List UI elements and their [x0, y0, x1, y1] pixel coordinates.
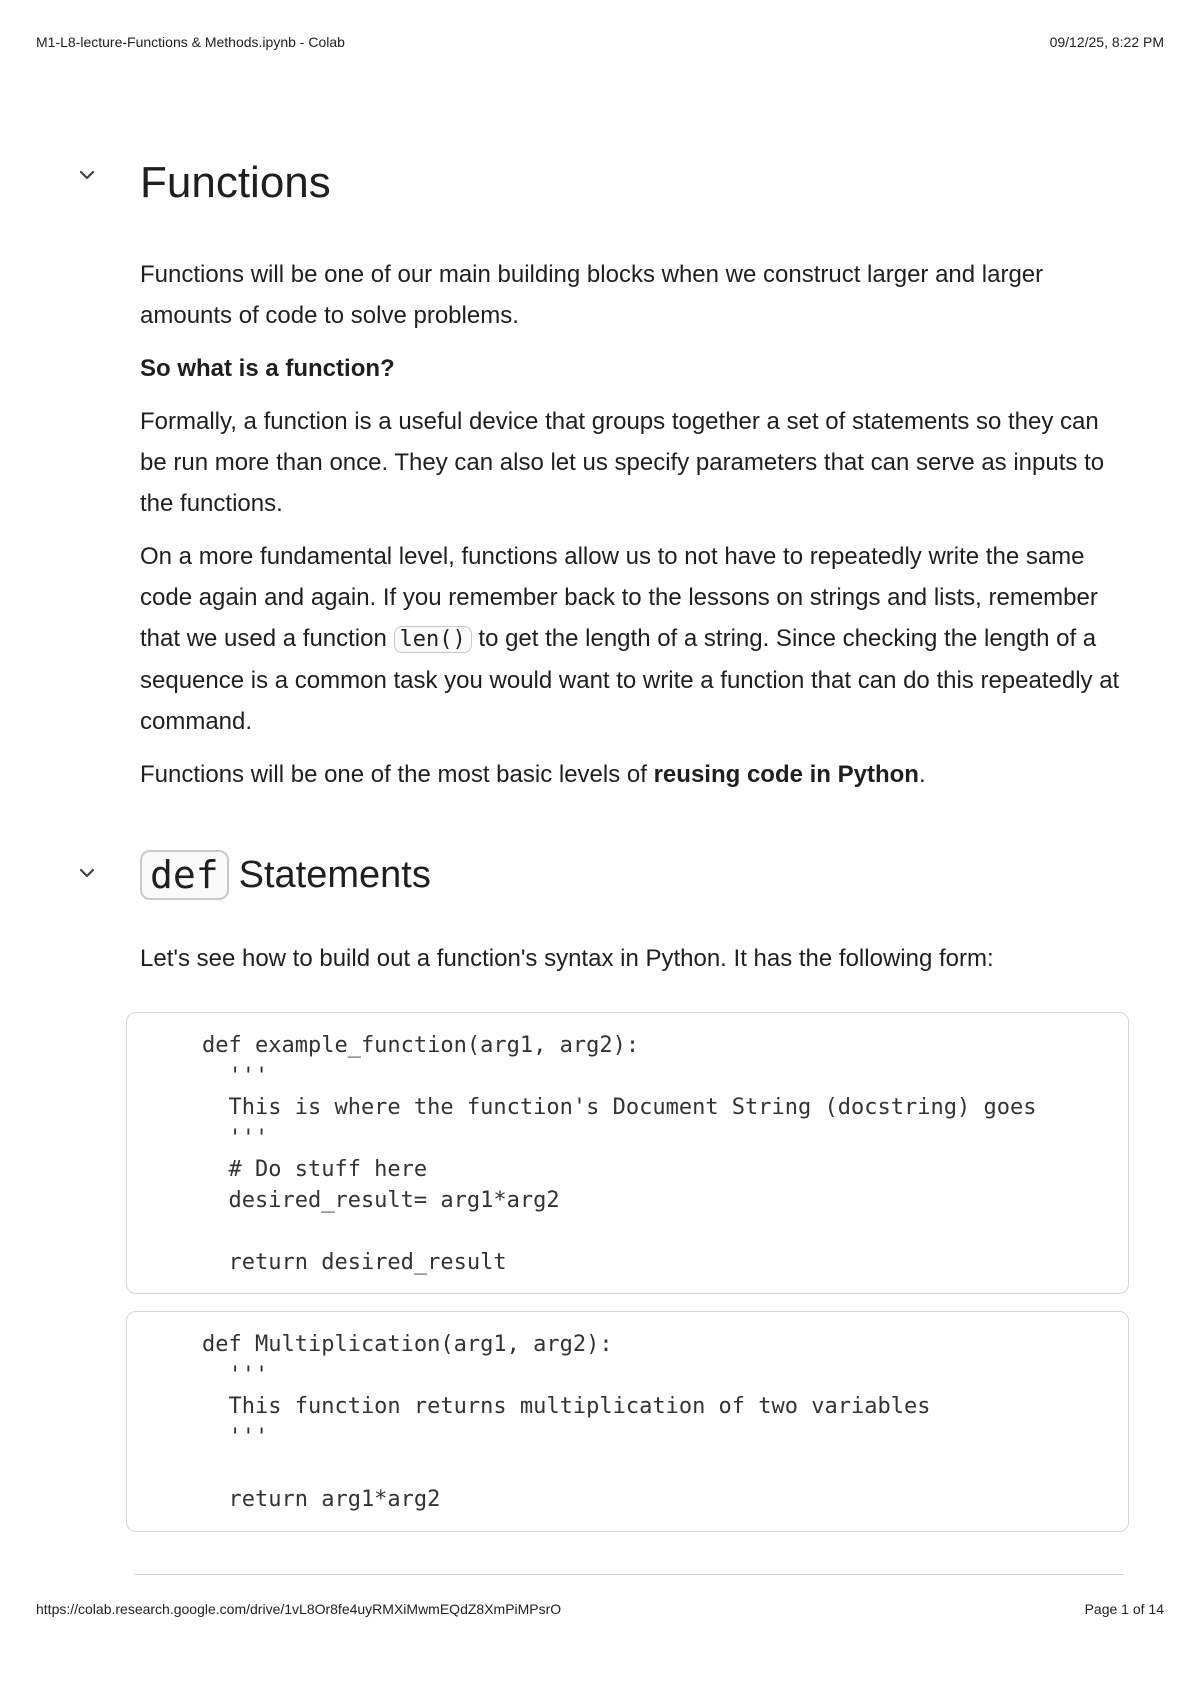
fundamental-text-before: On a more fundamental level, functions allow us to not have to repeatedly write the same code again and again. If you remember back to the lessons on strings and lists, remember that we used a function: [140, 543, 1098, 652]
fundamental-paragraph: [140, 536, 1120, 742]
reuse-text-before: Functions will be one of the most basic levels of: [140, 761, 654, 788]
syntax-intro-paragraph: Let's see how to build out a function's syntax in Python. It has the following form:: [140, 945, 994, 972]
print-footer-url: https://colab.research.google.com/drive/1vL8Or8fe4uyRMXiMwmEQdZ8XmPiMPsrO: [36, 1601, 562, 1617]
code-cell-source[interactable]: def example_function(arg1, arg2): ''' This is where the function's Document String (docstring) goes ''' # Do stuff here desired_result= arg1*arg2 return desired_result: [202, 1033, 1037, 1275]
subheading-what-is-function: [140, 348, 1120, 389]
definition-paragraph: Formally, a function is a useful device that groups together a set of statements so they can be run more than once. They can also let us specify parameters that can serve as inputs to the functions.: [140, 408, 1105, 517]
heading-code-def: def: [140, 850, 229, 900]
subheading-text: So what is a function?: [140, 355, 395, 382]
print-header-title: M1-L8-lecture-Functions & Methods.ipynb - Colab: [36, 34, 345, 50]
inline-code-len: len(): [394, 626, 472, 653]
fundamental-text-after: to get the length of a string. Since checking the length of a sequence is a common task you would want to write a function that can do this repeatedly at command.: [140, 625, 1120, 735]
section-heading-def-statements: [140, 850, 431, 900]
collapse-section-functions-chevron-icon[interactable]: [76, 164, 98, 186]
print-header-datetime: 09/12/25, 8:22 PM: [1049, 34, 1164, 50]
section-heading-functions: Functions: [140, 158, 331, 207]
print-footer-page: Page 1 of 14: [1084, 1601, 1164, 1617]
reuse-text-after: .: [918, 761, 926, 788]
code-cell-multiplication[interactable]: [126, 1311, 1129, 1532]
reuse-text-bold: reusing code in Python: [653, 761, 919, 788]
collapse-section-def-chevron-icon[interactable]: [76, 862, 98, 884]
reuse-paragraph: [140, 754, 1120, 795]
intro-paragraph: Functions will be one of our main building blocks when we construct larger and larger amounts of code to solve problems.: [140, 261, 1044, 329]
page-divider: [134, 1574, 1124, 1575]
code-cell-source[interactable]: def Multiplication(arg1, arg2): ''' This function returns multiplication of two variables ''' return arg1*arg2: [202, 1332, 931, 1512]
heading-text-statements: Statements: [238, 853, 431, 896]
code-cell-example-function[interactable]: [126, 1012, 1129, 1294]
